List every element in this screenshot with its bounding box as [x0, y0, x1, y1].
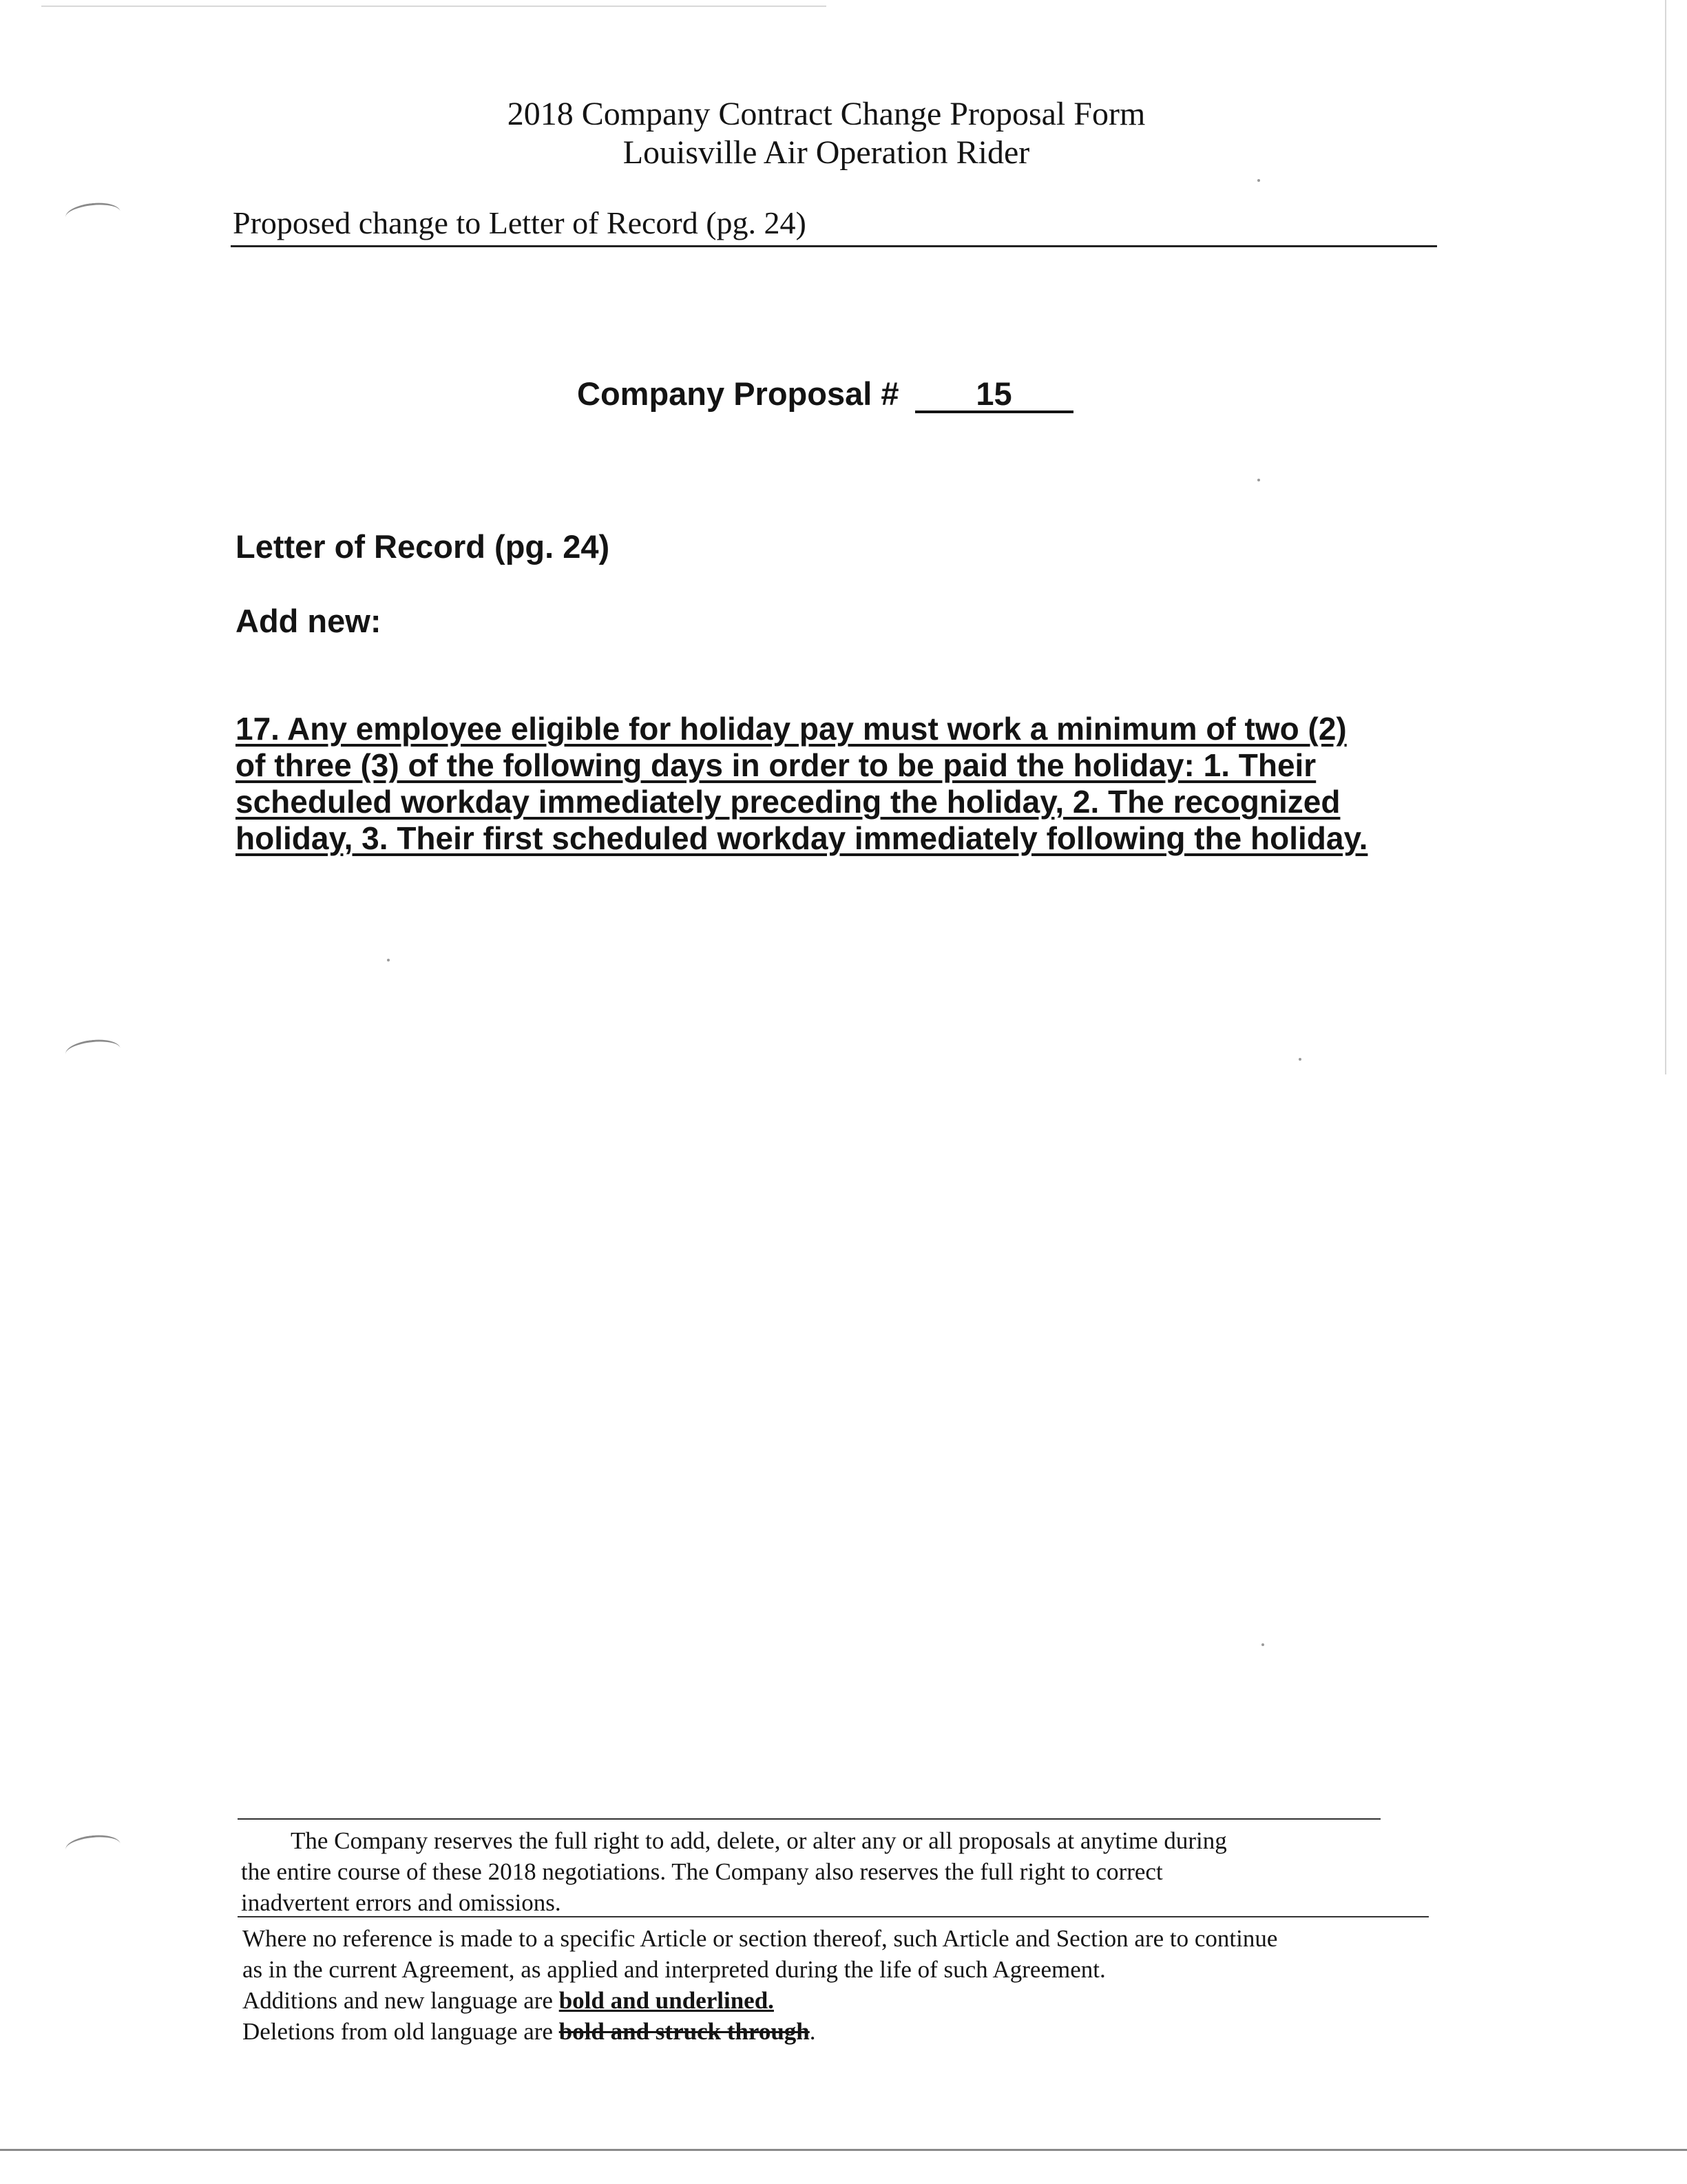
new-language-line: 17. Any employee eligible for holiday pay must work a minimum of two (2) [235, 711, 1347, 747]
binder-hole-mark [64, 200, 121, 229]
proposal-heading [577, 375, 1073, 413]
scan-edge-right [1665, 0, 1666, 1074]
new-language-line: scheduled workday immediately preceding the holiday, 2. The recognized [235, 784, 1341, 820]
scan-speck [1257, 179, 1260, 182]
scan-speck [387, 959, 390, 961]
add-new-label: Add new: [235, 603, 381, 639]
scan-speck [1299, 1058, 1301, 1061]
disclaimer-line: inadvertent errors and omissions. [241, 1889, 561, 1916]
scan-edge-top [41, 6, 826, 7]
form-title: 2018 Company Contract Change Proposal Form [507, 96, 1146, 132]
deletions-legend [242, 2016, 1277, 2047]
deletions-prefix: Deletions from old language are [242, 2018, 559, 2045]
section-title: Letter of Record (pg. 24) [235, 528, 610, 565]
footer-divider-bottom [238, 1916, 1429, 1917]
binder-hole-mark [64, 1833, 121, 1861]
proposal-number: 15 [915, 377, 1073, 413]
proposal-label: Company Proposal # [577, 375, 899, 412]
proposed-change-line: Proposed change to Letter of Record (pg. 24) [233, 205, 806, 240]
disclaimer-line: the entire course of these 2018 negotiations. The Company also reserves the full right to correct [241, 1858, 1163, 1885]
footer-divider-top [238, 1818, 1381, 1820]
deletions-example: bold and struck through [558, 2018, 810, 2045]
additions-prefix: Additions and new language are [242, 1987, 559, 2014]
deletions-suffix: . [809, 2018, 816, 2045]
binder-hole-mark [64, 1037, 121, 1065]
header-divider [231, 245, 1437, 247]
form-header [0, 95, 1653, 172]
new-language-paragraph [235, 711, 1434, 857]
scan-speck [1257, 479, 1260, 481]
form-subtitle: Louisville Air Operation Rider [622, 134, 1030, 171]
disclaimer [241, 1825, 1227, 1918]
notation-legend [242, 1923, 1277, 2047]
additions-legend [242, 1985, 1277, 2016]
disclaimer-line: The Company reserves the full right to add, delete, or alter any or all proposals at anytime during [291, 1827, 1227, 1854]
additions-example: bold and underlined. [558, 1987, 774, 2014]
scan-edge-bottom [0, 2149, 1687, 2151]
new-language-line: holiday, 3. Their first scheduled workday immediately following the holiday. [235, 820, 1368, 856]
new-language-line: of three (3) of the following days in order to be paid the holiday: 1. Their [235, 747, 1317, 783]
legend-line: as in the current Agreement, as applied and interpreted during the life of such Agreement. [242, 1956, 1106, 1983]
legend-line: Where no reference is made to a specific Article or section thereof, such Article and Section are to continue [242, 1925, 1278, 1952]
scan-speck [1261, 1643, 1264, 1646]
